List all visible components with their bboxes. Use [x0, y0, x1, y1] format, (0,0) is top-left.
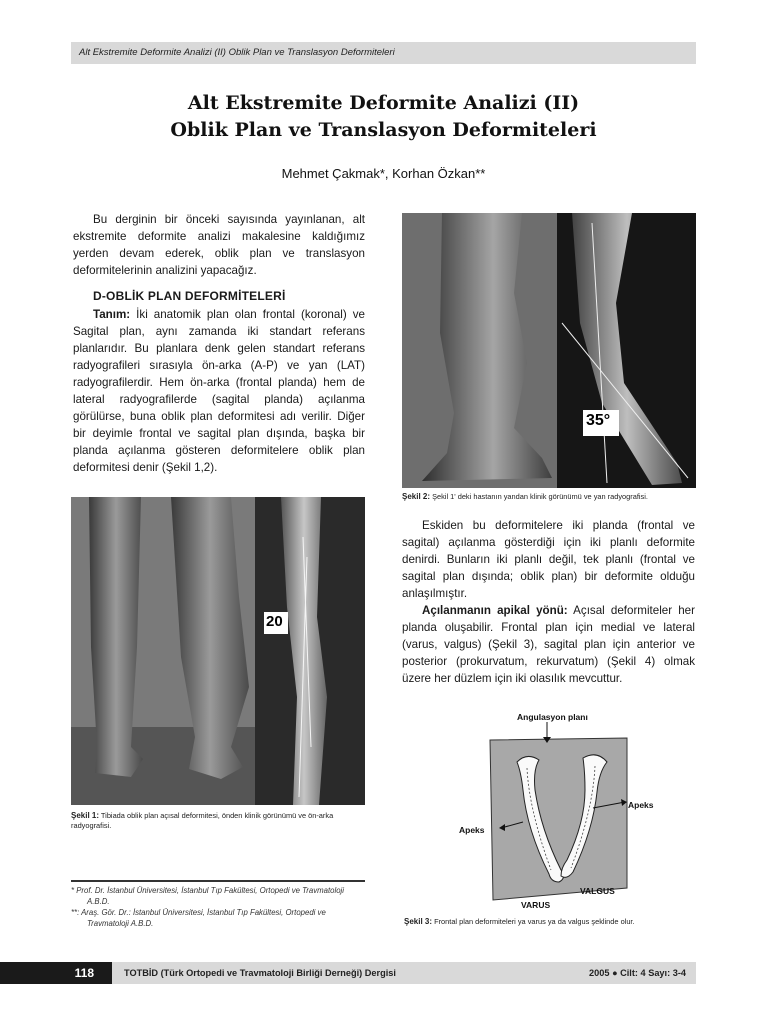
right-column — [402, 517, 695, 687]
page-number: 118 — [0, 962, 112, 984]
figure-3-caption-text: Frontal plan deformiteleri ya varus ya da valgus şeklinde olur. — [432, 917, 635, 926]
figure-1-caption-text: Tibiada oblik plan açısal deformitesi, önden klinik görünümü ve ön-arka radyografisi. — [71, 811, 334, 830]
figure-2-illustration — [402, 213, 696, 488]
title-line-2: Oblik Plan ve Translasyon Deformiteleri — [170, 119, 597, 141]
right-paragraph-1: Eskiden bu deformitelere iki planda (frontal ve sagital) açılanma gösterdiği için iki planlı deformite denirdi. Bunların iki planlı değil, tek planlı (frontal ve sagital plan dışında; oblik plan) bir deformite olduğu anlaşılmıştır. — [402, 519, 695, 600]
title-line-1: Alt Ekstremite Deformite Analizi (II) — [187, 92, 580, 114]
article-title — [71, 90, 696, 144]
left-column — [73, 211, 365, 476]
authors: Mehmet Çakmak*, Korhan Özkan** — [281, 166, 486, 181]
apex-text: Açısal deformiteler her planda oluşabilir. Frontal plan için medial ve lateral (varus, valgus) (Şekil 3), sagital plan için anterior ve posterior (prokurvatum, rekurvatum) (Şekil 4) olmak üzere her düzlem için iki olasılık mevcuttur. — [402, 604, 695, 685]
figure-2-caption — [402, 492, 696, 502]
volume-info: 2005 ● Cilt: 4 Sayı: 3-4 — [589, 968, 686, 978]
apex-paragraph — [402, 602, 695, 687]
apeks-right-label: Apeks — [628, 800, 654, 810]
footnote-divider — [71, 880, 365, 882]
intro-paragraph: Bu derginin bir önceki sayısında yayınlanan, alt ekstremite deformite analizi makalesine kaldığımız yerden devam ederek, oblik plan ve translasyon deformitelerinin analizini yapacağız. — [73, 213, 365, 277]
figure-1-caption — [71, 811, 365, 831]
figure-1-angle-label: 20 — [266, 613, 283, 630]
section-heading: D-OBLİK PLAN DEFORMİTELERİ — [93, 289, 286, 303]
page-footer — [0, 962, 696, 984]
figure-1-illustration — [71, 497, 365, 805]
apex-label: Açılanmanın apikal yönü: — [422, 604, 568, 617]
figure-2-angle-label: 35° — [586, 412, 611, 429]
footnote-1: * Prof. Dr. İstanbul Üniversitesi, İstanbul Tıp Fakültesi, Ortopedi ve Travmatoloji A.B.D. — [71, 886, 344, 906]
varus-label: VARUS — [521, 900, 551, 910]
figure-1-image — [71, 497, 365, 805]
valgus-label: VALGUS — [580, 886, 615, 896]
figure-1-caption-label: Şekil 1: — [71, 811, 100, 820]
angulation-plane-label: Angulasyon planı — [517, 712, 588, 722]
definition-text: İki anatomik plan olan frontal (koronal) ve Sagital plan, aynı zamanda iki standart referans planlarıdır. Bu planlara denk gelen standart referans radyografileri sırasıyla ön-arka (A-P) ve yan (LAT) radyografilerdir. Hem ön-arka (frontal planda) hem de lateral radyografilerde (sagital planda) açılanma görülürse, buna oblik plan deformitesi adı verilir. Diğer bir deyimle frontal ve sagital plan dışında, başka bir planda açılanma gösteren deformitelere oblik plan deformitesi denir (Şekil 1,2). — [73, 308, 365, 474]
figure-3-illustration — [455, 710, 655, 915]
figure-2-caption-label: Şekil 2: — [402, 492, 431, 501]
figure-2-image — [402, 213, 696, 488]
definition-paragraph — [73, 306, 365, 476]
footnote-2: **: Araş. Gör. Dr.: İstanbul Üniversitesi, İstanbul Tıp Fakültesi, Ortopedi ve Travmatoloji A.B.D. — [71, 908, 326, 928]
figure-3-caption-label: Şekil 3: — [404, 917, 433, 926]
figure-3-caption — [404, 917, 698, 927]
figure-3-diagram — [455, 710, 655, 915]
footnotes — [71, 885, 365, 929]
figure-2-caption-text: Şekil 1' deki hastanın yandan klinik görünümü ve yan radyografisi. — [430, 492, 648, 501]
definition-label: Tanım: — [93, 308, 131, 321]
apeks-left-label: Apeks — [459, 825, 485, 835]
running-header: Alt Ekstremite Deformite Analizi (II) Oblik Plan ve Translasyon Deformiteleri — [71, 42, 696, 64]
journal-name: TOTBİD (Türk Ortopedi ve Travmatoloji Birliği Derneği) Dergisi — [124, 968, 396, 978]
